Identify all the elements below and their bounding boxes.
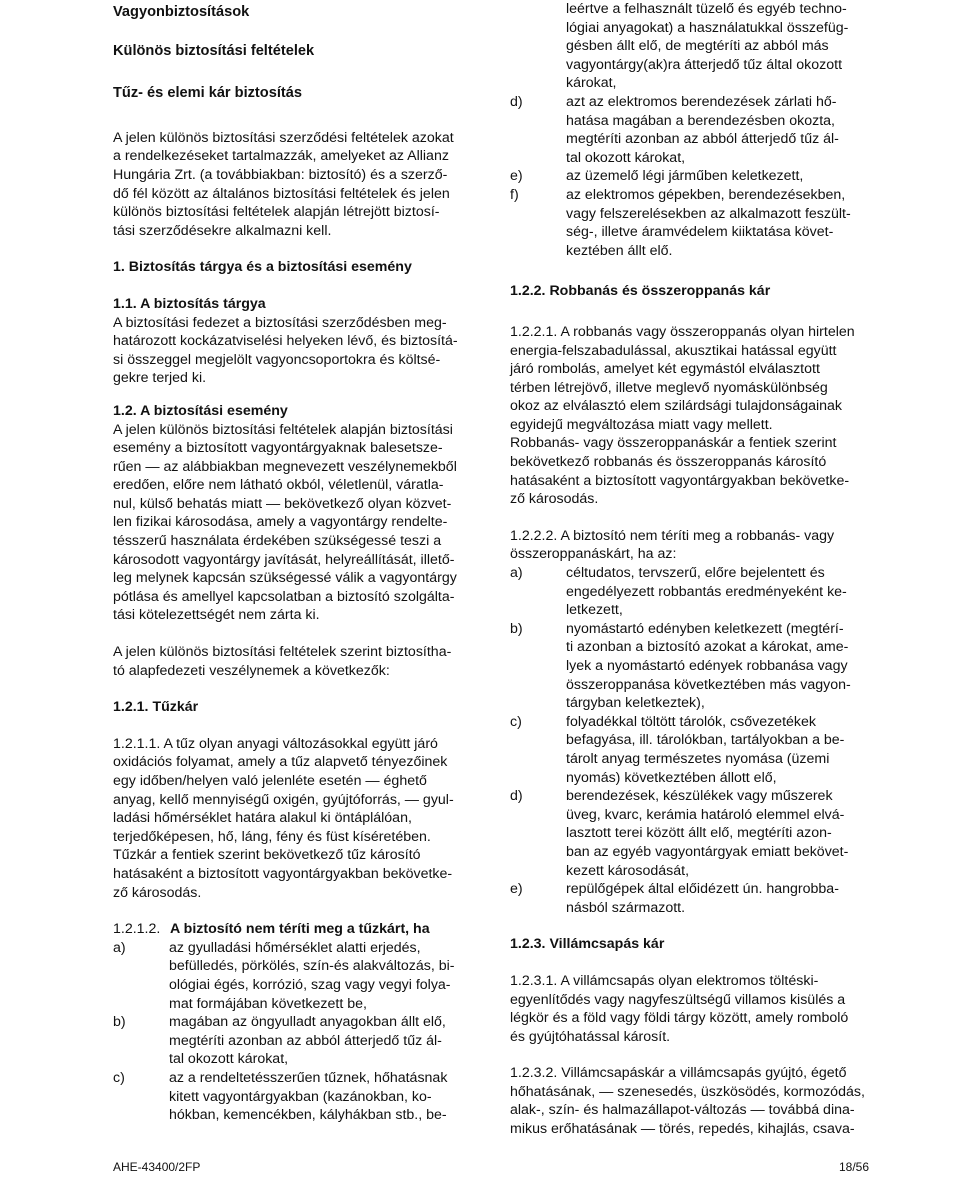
document-code: AHE-43400/2FP [113,1160,201,1174]
section-1-1-title: 1.1. A biztosítás tárgya [113,295,266,312]
list-item: b) magában az öngyulladt anyagokban állt elő, megtéríti azonban az abból átterjedő tűz ál- tal okozott károkat, [113,1014,446,1068]
list-item-continuation: leértve a felhasznált tüzelő és egyéb techno- lógiai anyagokat) a használatukkal összefüg- gésben állt elő, de megtéríti az abból más vagyontárgy(ak)ra átterjedő tűz által okozott károkat, [566,1,849,92]
subsection-heading: Különös biztosítási feltételek [113,42,315,59]
section-1-2-3-1-body: 1.2.3.1. A villámcsapás olyan elektromos töltéski- egyenlítődés vagy nagyfeszültségű villamos kisülés a légkör és a föld vagy földi tárgy között, amely romboló és gyújtóhatással károsít. [510,972,849,1045]
list-item: c) az a rendeltetésszerűen tűznek, hőhatásnak kitett vagyontárgyakban (kazánokban, ko- hókban, kemencékben, kályhákban stb., be- [113,1069,448,1124]
section-1-2-3-2-body: 1.2.3.2. Villámcsapáskár a villámcsapás gyújtó, égető hőhatásának, — szenesedés, üszkösödés, kormozódás, alak-, szín- és halmazállapot-változás — továbbá dina- mikus erőhatásának — törés, repedés, kihajlás, csava- [510,1065,865,1138]
chapter-title: 1. Biztosítás tárgya és a biztosítási esemény [113,259,412,276]
page-number: 18/56 [838,1160,869,1174]
section-1-2-1-2-title: A biztosító nem téríti meg a tűzkárt, ha [170,921,430,938]
list-item: f) az elektromos gépekben, berendezésekben, vagy felszerelésekben az alkalmazott feszült- ség-, illetve áramvédelem kiiktatása követ- keztében állt elő. [510,186,851,259]
section-1-1-body: A biztosítási fedezet a biztosítási szerződésben meg- határozott kockázatviselési helyeken lévő, és biztosítá- si összeggel megjelölt vagyoncsoportokra és költsé- gekre terjed ki. [113,314,458,387]
section-1-2-2-2-body: 1.2.2.2. A biztosító nem téríti meg a robbanás- vagy összeroppanáskárt, ha az: [510,527,835,563]
section-1-2-2-title: 1.2.2. Robbanás és összeroppanás kár [510,283,771,300]
list-item: c) folyadékkal töltött tárolók, csővezetékek befagyása, ill. tárolókban, tartályokban a be- tárolt anyag természetes nyomása (üzemi nyomás) következtében állott elő, [510,713,845,786]
section-1-2-1-1-body: 1.2.1.1. A tűz olyan anyagi változásokkal együtt járó oxidációs folyamat, amely a tűz alapvető tényezőinek egy időben/helyen való jelenléte esetén — éghető anyag, kellő mennyiségű oxigén, gyújtóforrás, — gyul- ladási hőmérséklet határa alakul ki öntáplálóan, terjedőképesen, hő, láng, fény és füst kíséretében. Tűzkár a fentiek szerint bekövetkező tűz károsító hatásaként a biztosított vagyontárgyakban bekövetke- ző károsodás. [113,735,454,901]
intro-paragraph: A jelen különös biztosítási szerződési feltételek azokat a rendelkezéseket tartalmazzák, amelyeket az Allianz Hungária Zrt. (a továbbiakban: biztosító) és a szerző- dő fél között az általános biztosítási feltételek és jelen különös biztosítási feltételek alapján létrejött biztosí- tási szerződésekre alkalmazni kell. [113,129,454,239]
right-column [510,0,865,1139]
list-item: e) repülőgépek által előidézett ún. hangrobba- násból származott. [510,881,839,916]
document-title: Tűz- és elemi kár biztosítás [113,85,302,102]
section-1-2-1-title: 1.2.1. Tűzkár [113,699,199,716]
section-1-2-body-2: A jelen különös biztosítási feltételek szerint biztosítha- tó alapfedezeti veszélynemek a következők: [113,644,452,679]
list-item: b) nyomástartó edényben keletkezett (megtérí- ti azonban a biztosító azokat a károkat, ame- lyek a nyomástartó edények robbanása vagy összeroppanása következtében más vagyon- tárgyban keletkeztek), [510,620,851,712]
list-item: e) az üzemelő légi járműben keletkezett, [510,168,804,185]
section-1-2-body: A jelen különös biztosítási feltételek alapján biztosítási esemény a biztosított vagyontárgyaknak balesetsze- rűen — az alábbiakban megnevezett veszélynemekből eredően, előre nem látható okból, véletlenül, váratla- nul, külső behatás miatt — bekövetkező olyan közvet- len fizikai károsodása, amely a vagyontárgy rendelte- tésszerű használata érdekében szükségessé teszi a károsodott vagyontárgy javítását, helyreállítását, illető- leg melynek kapcsán szükségessé válik a vagyontárgy pótlása és amellyel kapcsolatban a biztosító szolgálta- tási kötelezettségét nem zárta ki. [113,421,457,624]
list-item: a) az gyulladási hőmérséklet alatti erjedés, befülledés, pörkölés, szín-és alakváltozás, bi- ológiai égés, korrózió, szag vagy vegyi folya- mat formájában következett be, [113,939,455,1012]
list-item: d) berendezések, készülékek vagy műszerek üveg, kvarc, kerámia határoló elemmel elvá- lasztott terei között állt elő, megtéríti azon- ban az egyéb vagyontárgyak emiatt bekövet- kezett károsodását, [510,788,849,879]
section-number: 1.2.1.2. [113,921,161,938]
section-heading: Vagyonbiztosítások [113,4,250,20]
list-item: a) céltudatos, tervszerű, előre bejelentett és engedélyezett robbantás eredményeként ke- letkezett, [510,565,847,619]
list-item: d) azt az elektromos berendezések zárlati hő- hatása magában a berendezésben okozta, megtéríti azonban az abból átterjedő tűz ál- tal okozott károkat, [510,93,839,166]
section-1-2-1-2-heading [113,920,458,939]
section-1-2-title: 1.2. A biztosítási esemény [113,402,288,419]
section-1-2-3-title: 1.2.3. Villámcsapás kár [510,936,665,953]
left-column [113,0,458,1125]
page-footer [113,1158,869,1177]
section-1-2-2-1-body: 1.2.2.1. A robbanás vagy összeroppanás olyan hirtelen energia-felszabadulással, akusztikai hatással együtt járó rombolás, amelyet két egymástól elválasztott térben létrejövő, illetve meglevő nyomáskülönbség okoz az elválasztó elem szilárdsági tulajdonságainak egyidejű megváltozása miatt vagy mellett. Robbanás- vagy összeroppanáskár a fentiek szerint bekövetkező robbanás és összeroppanás károsító hatásaként a biztosított vagyontárgyakban bekövetke- ző károsodás. [510,323,855,508]
